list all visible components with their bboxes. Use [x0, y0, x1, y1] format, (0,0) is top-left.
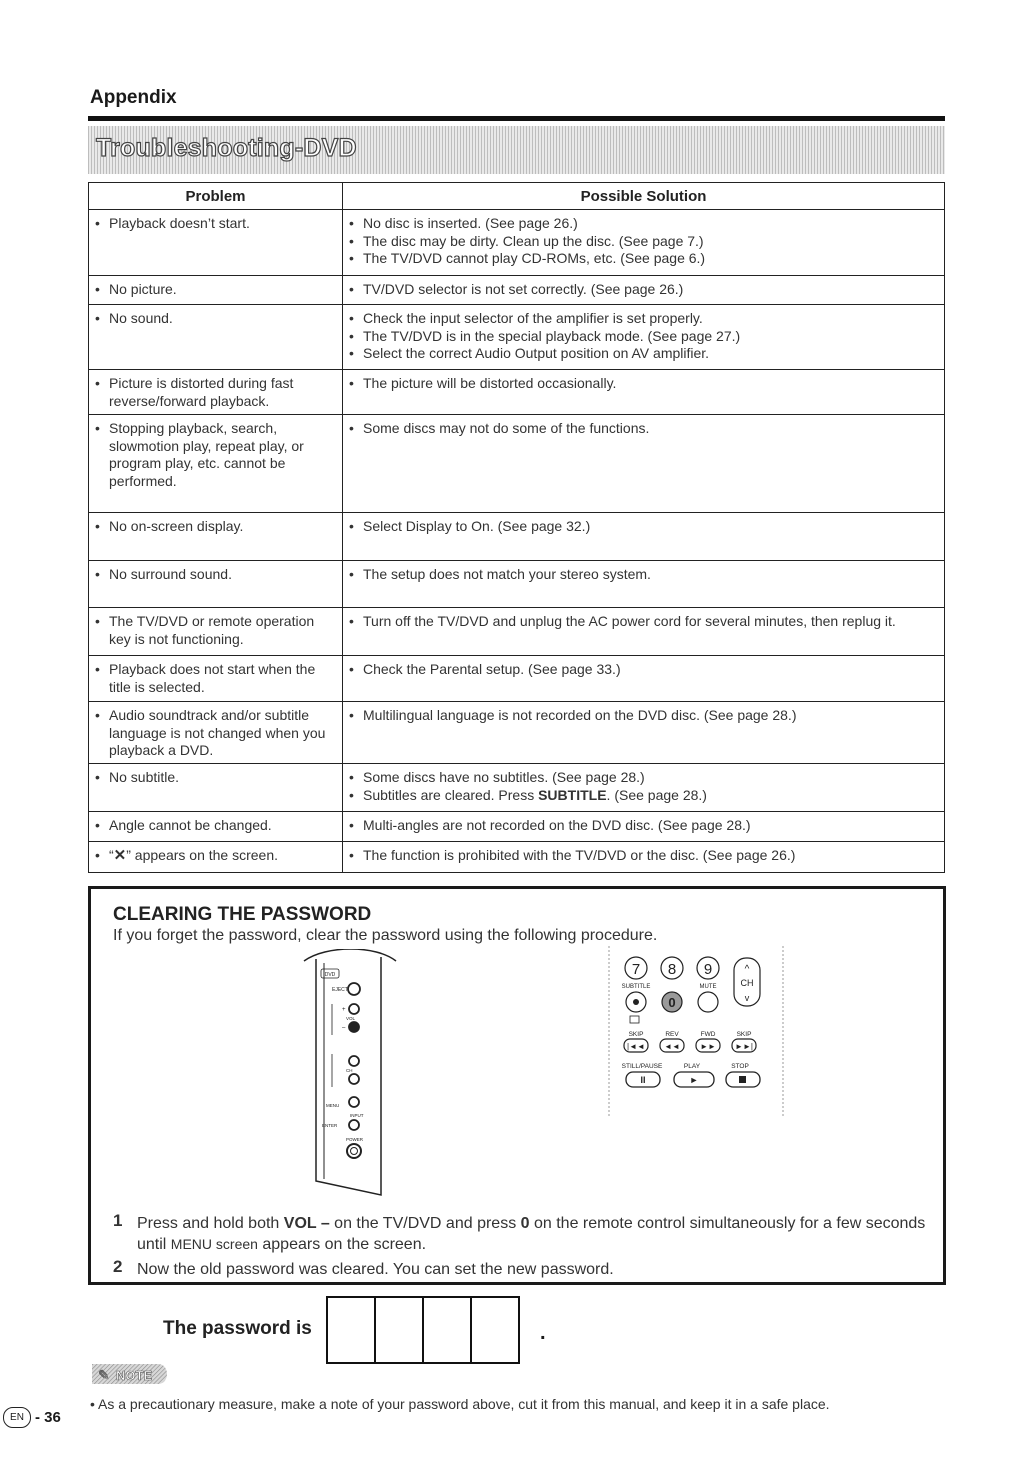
solution-text: • The setup does not match your stereo system.: [349, 566, 938, 584]
rev-icon: ◄◄: [664, 1042, 680, 1051]
note-text-body: As a precautionary measure, make a note of your password above, cut it from this manual, and keep it in a safe place.: [98, 1396, 830, 1412]
step-text-part: on the TV/DVD and press: [329, 1215, 521, 1232]
solution-cell: [343, 702, 945, 764]
problem-text: [95, 847, 336, 865]
problem-cell: [89, 608, 343, 656]
input-label: INPUT: [350, 1113, 364, 1118]
problem-text: • No surround sound.: [95, 566, 336, 584]
dvd-logo-text: DVD: [324, 972, 336, 978]
header-rule: [88, 116, 945, 121]
table-row: [89, 276, 945, 305]
play-label: PLAY: [683, 1063, 701, 1070]
clearing-password-box: [88, 886, 946, 1285]
solution-text: • Multilingual language is not recorded on the DVD disc. (See page 28.): [349, 707, 938, 725]
pause-icon: II: [640, 1075, 646, 1085]
problem-text: • The TV/DVD or remote operation key is not functioning.: [95, 613, 336, 648]
problem-cell: [89, 305, 343, 370]
problem-cell: [89, 210, 343, 276]
problem-cell: [89, 702, 343, 764]
problem-cell: [89, 276, 343, 305]
table-row: [89, 608, 945, 656]
play-icon: ►: [689, 1075, 699, 1085]
solution-text: • TV/DVD selector is not set correctly. (See page 26.): [349, 281, 938, 299]
header-solution: Possible Solution: [343, 183, 945, 210]
solution-cell: [343, 842, 945, 873]
problem-text: • No sound.: [95, 310, 336, 328]
ch-down-button: [349, 1074, 359, 1084]
password-box: [374, 1296, 424, 1364]
problem-text: • No subtitle.: [95, 769, 336, 787]
subtitle-key-label: SUBTITLE: [621, 984, 651, 990]
password-period: .: [540, 1322, 546, 1344]
vol-minus-key: VOL –: [283, 1215, 330, 1232]
table-row: [89, 561, 945, 608]
password-box: [326, 1296, 376, 1364]
ch-rocker-label: CH: [740, 978, 754, 988]
title-bar: [88, 126, 945, 174]
fwd-icon: ►►: [700, 1042, 716, 1051]
solution-text: • The function is prohibited with the TV/DVD or the disc. (See page 26.): [349, 847, 938, 865]
problem-text: • Stopping playback, search, slowmotion play, repeat play, or program play, etc. cannot be performed.: [95, 420, 336, 490]
eject-label: EJECT: [332, 987, 348, 993]
skip-forward-icon: ►►|: [735, 1042, 753, 1051]
note-badge: [88, 1360, 172, 1388]
remote-control-illustration: [606, 946, 786, 1121]
key-0-label: 0: [668, 995, 676, 1010]
problem-cell: [89, 812, 343, 842]
problem-text: • Angle cannot be changed.: [95, 817, 336, 835]
mute-key-label: MUTE: [699, 984, 717, 990]
stop-icon: [739, 1076, 746, 1083]
ch-down-icon: v: [744, 993, 750, 1003]
problem-cell: [89, 656, 343, 702]
clearing-title: CLEARING THE PASSWORD: [113, 904, 372, 925]
problem-text: • No on-screen display.: [95, 518, 336, 536]
key-7-label: 7: [631, 961, 641, 978]
header-problem: Problem: [89, 183, 343, 210]
enter-label: ENTER: [322, 1123, 338, 1128]
step-number: 2: [113, 1257, 123, 1276]
solution-text: • Some discs have no subtitles. (See page 28.): [349, 769, 938, 787]
mute-key: [698, 992, 718, 1012]
problem-text: • Picture is distorted during fast reverse/forward playback.: [95, 375, 336, 410]
section-label: Appendix: [90, 87, 177, 108]
subtitle-key-dot: [633, 999, 639, 1005]
solution-cell: [343, 276, 945, 305]
solution-cell: [343, 656, 945, 702]
password-box: [422, 1296, 472, 1364]
vol-down-button: [349, 1022, 359, 1032]
solution-text: • Some discs may not do some of the functions.: [349, 420, 938, 438]
fwd-label: FWD: [700, 1031, 716, 1038]
table-row: [89, 764, 945, 812]
problem-cell: [89, 561, 343, 608]
vol-plus-label: +: [342, 1007, 346, 1013]
solution-text: • The TV/DVD is in the special playback mode. (See page 27.): [349, 328, 938, 346]
tv-side-panel-illustration: [296, 949, 406, 1199]
problem-text: • Audio soundtrack and/or subtitle language is not changed when you playback a DVD.: [95, 707, 336, 760]
step-text-part: Press and hold both: [137, 1215, 284, 1232]
solution-text: • The picture will be distorted occasionally.: [349, 375, 938, 393]
problem-cell: [89, 842, 343, 873]
subtitle-key: SUBTITLE: [538, 786, 607, 803]
menu-label: MENU: [326, 1103, 340, 1108]
step-number: 1: [113, 1211, 123, 1230]
solution-text: • Select Display to On. (See page 32.): [349, 518, 938, 536]
prohibited-icon: ✕: [113, 847, 127, 864]
table-row: [89, 656, 945, 702]
note-badge-text: NOTE: [116, 1368, 153, 1383]
troubleshooting-table: [88, 182, 945, 873]
zero-key: 0: [520, 1215, 530, 1232]
page-title: Troubleshooting-DVD: [96, 134, 357, 162]
page-number: - 36: [35, 1409, 61, 1426]
stop-label: STOP: [731, 1063, 749, 1070]
problem-cell: [89, 513, 343, 561]
power-label: POWER: [346, 1137, 364, 1142]
password-box: [470, 1296, 520, 1364]
problem-cell: [89, 415, 343, 513]
power-button: [347, 1144, 361, 1158]
quote-open: “: [109, 847, 114, 863]
table-row: [89, 370, 945, 415]
step-text: Now the old password was cleared. You can set the new password.: [137, 1261, 614, 1278]
solution-text: • The TV/DVD cannot play CD-ROMs, etc. (See page 6.): [349, 250, 938, 268]
panel-outline: [304, 949, 396, 961]
table-row: [89, 812, 945, 842]
note-text: • As a precautionary measure, make a note of your password above, cut it from this manual, and keep it in a safe place.: [90, 1396, 830, 1412]
solution-cell: [343, 370, 945, 415]
solution-cell: [343, 305, 945, 370]
problem-cell: [89, 370, 343, 415]
vol-label: VOL: [346, 1016, 356, 1021]
solution-cell: [343, 513, 945, 561]
problem-text: • No picture.: [95, 281, 336, 299]
solution-cell: [343, 561, 945, 608]
subtitle-small-icon: [630, 1016, 639, 1023]
solution-text: • No disc is inserted. (See page 26.): [349, 215, 938, 233]
problem-cell: [89, 764, 343, 812]
table-row: [89, 210, 945, 276]
key-9-label: 9: [703, 961, 713, 978]
page-footer: [3, 1407, 61, 1428]
solution-text: • Check the input selector of the amplifier is set properly.: [349, 310, 938, 328]
still-pause-label: STILL/PAUSE: [621, 1063, 663, 1070]
solution-text: [349, 787, 938, 805]
skip-back-icon: |◄◄: [627, 1042, 645, 1051]
solution-text-part: . (See page 28.): [606, 786, 707, 803]
table-row: [89, 842, 945, 873]
vol-minus-label: –: [342, 1025, 346, 1031]
step-text: [137, 1214, 927, 1255]
solution-text: • The disc may be dirty. Clean up the disc. (See page 7.): [349, 233, 938, 251]
input-button: [349, 1120, 359, 1130]
rev-label: REV: [665, 1031, 679, 1038]
ch-up-button: [349, 1056, 359, 1066]
menu-screen-text: MENU screen: [170, 1236, 258, 1252]
solution-cell: [343, 812, 945, 842]
problem-text: • Playback doesn’t start.: [95, 215, 336, 233]
solution-cell: [343, 210, 945, 276]
clearing-intro: If you forget the password, clear the password using the following procedure.: [113, 927, 658, 944]
password-boxes: [328, 1296, 520, 1364]
skip-back-label: SKIP: [628, 1031, 644, 1038]
solution-cell: [343, 764, 945, 812]
table-header-row: [89, 183, 945, 210]
eject-button: [348, 983, 360, 995]
skip-forward-label: SKIP: [736, 1031, 752, 1038]
problem-text: • Playback does not start when the title is selected.: [95, 661, 336, 696]
problem-text-part: ” appears on the screen.: [126, 847, 279, 863]
password-label: The password is: [163, 1318, 312, 1339]
solution-cell: [343, 608, 945, 656]
solution-cell: [343, 415, 945, 513]
ch-label: CH: [346, 1068, 353, 1073]
step-text-part: appears on the screen.: [257, 1236, 427, 1253]
solution-text: • Check the Parental setup. (See page 33.): [349, 661, 938, 679]
solution-text: • Select the correct Audio Output position on AV amplifier.: [349, 345, 938, 363]
step-text-part: on the remote control simultaneously for a few seconds until: [137, 1215, 926, 1253]
solution-text-part: Subtitles are cleared. Press: [363, 786, 539, 803]
table-row: [89, 702, 945, 764]
table-row: [89, 415, 945, 513]
key-8-label: 8: [667, 961, 677, 978]
solution-text: • Multi-angles are not recorded on the DVD disc. (See page 28.): [349, 817, 938, 835]
language-badge: EN: [3, 1407, 31, 1428]
table-row: [89, 513, 945, 561]
pencil-icon: ✎: [98, 1367, 110, 1383]
solution-text: • Turn off the TV/DVD and unplug the AC power cord for several minutes, then replug it.: [349, 613, 938, 631]
power-button-inner: [351, 1148, 358, 1155]
vol-up-button: [349, 1004, 359, 1014]
table-row: [89, 305, 945, 370]
menu-button: [349, 1097, 359, 1107]
ch-up-icon: ^: [744, 964, 750, 975]
